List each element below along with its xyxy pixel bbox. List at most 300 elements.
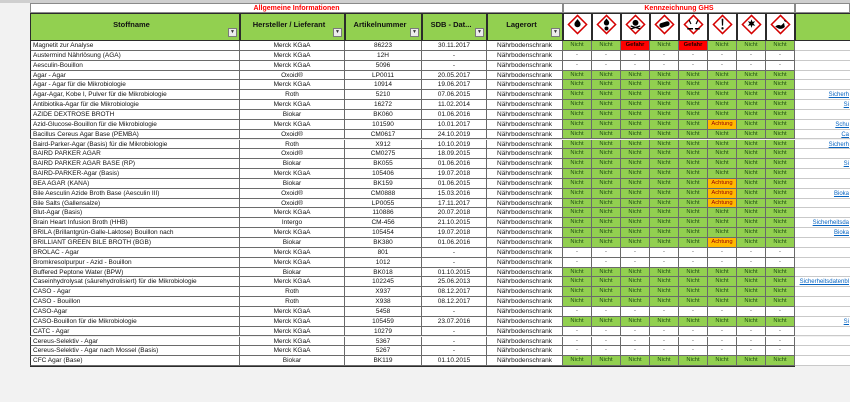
ghs-value-cell[interactable]: Nicht <box>708 287 737 297</box>
ghs-value-cell[interactable]: Nicht <box>592 110 621 120</box>
ghs-value-cell[interactable]: - <box>592 346 621 356</box>
sds-link[interactable]: Bioka <box>833 190 849 197</box>
ghs-value-cell[interactable]: Nicht <box>737 297 766 307</box>
ghs-value-cell[interactable]: - <box>650 248 679 258</box>
stoffname-cell[interactable]: BRILLIANT GREEN BILE BROTH (BGB) <box>30 238 240 248</box>
sds-link-cell[interactable] <box>795 61 850 71</box>
ghs-value-cell[interactable]: Nicht <box>766 41 795 51</box>
sdb-datum-cell[interactable]: 19.07.2018 <box>422 169 487 179</box>
lagerort-cell[interactable]: Nährbodenschrank <box>487 71 563 81</box>
ghs-value-cell[interactable]: - <box>737 327 766 337</box>
ghs-value-cell[interactable]: Nicht <box>766 159 795 169</box>
sdb-datum-cell[interactable]: 10.10.2019 <box>422 140 487 150</box>
ghs-value-cell[interactable]: - <box>563 51 592 61</box>
ghs-value-cell[interactable]: Nicht <box>650 100 679 110</box>
lagerort-cell[interactable]: Nährbodenschrank <box>487 228 563 238</box>
lagerort-cell[interactable]: Nährbodenschrank <box>487 130 563 140</box>
artikelnummer-cell[interactable]: 12H <box>345 51 422 61</box>
ghs-value-cell[interactable]: - <box>766 327 795 337</box>
hersteller-cell[interactable]: Roth <box>240 287 345 297</box>
ghs-value-cell[interactable]: - <box>650 258 679 268</box>
hersteller-cell[interactable]: Merck KGaA <box>240 307 345 317</box>
sds-link[interactable]: Si <box>843 318 849 325</box>
ghs-value-cell[interactable]: - <box>708 337 737 347</box>
ghs-value-cell[interactable]: Nicht <box>708 208 737 218</box>
ghs-value-cell[interactable]: Nicht <box>679 189 708 199</box>
hersteller-cell[interactable]: Merck KGaA <box>240 80 345 90</box>
ghs-value-cell[interactable]: Nicht <box>621 268 650 278</box>
ghs-value-cell[interactable]: Nicht <box>679 238 708 248</box>
ghs-value-cell[interactable]: Nicht <box>737 80 766 90</box>
ghs-value-cell[interactable]: Nicht <box>592 297 621 307</box>
ghs-value-cell[interactable]: Nicht <box>563 130 592 140</box>
ghs-value-cell[interactable]: Nicht <box>621 189 650 199</box>
ghs-value-cell[interactable]: Nicht <box>650 130 679 140</box>
ghs-value-cell[interactable]: Nicht <box>737 287 766 297</box>
ghs-value-cell[interactable]: Nicht <box>708 80 737 90</box>
ghs-value-cell[interactable]: Nicht <box>621 218 650 228</box>
lagerort-cell[interactable]: Nährbodenschrank <box>487 100 563 110</box>
ghs-value-cell[interactable]: Nicht <box>563 189 592 199</box>
ghs-value-cell[interactable]: Nicht <box>563 268 592 278</box>
ghs-value-cell[interactable]: - <box>592 51 621 61</box>
ghs-value-cell[interactable]: - <box>679 61 708 71</box>
ghs-value-cell[interactable]: Nicht <box>679 130 708 140</box>
ghs-value-cell[interactable]: Nicht <box>592 268 621 278</box>
sdb-datum-cell[interactable]: 18.09.2015 <box>422 149 487 159</box>
ghs-value-cell[interactable]: Nicht <box>737 208 766 218</box>
filter-dropdown-button[interactable]: ▼ <box>333 28 342 37</box>
ghs-value-cell[interactable]: Nicht <box>650 110 679 120</box>
ghs-value-cell[interactable]: Nicht <box>592 149 621 159</box>
sds-link-cell[interactable] <box>795 248 850 258</box>
sds-link-cell[interactable] <box>795 159 850 169</box>
ghs-value-cell[interactable]: Nicht <box>766 100 795 110</box>
sds-link[interactable]: Sicherh <box>828 141 849 148</box>
ghs-value-cell[interactable]: Nicht <box>650 149 679 159</box>
artikelnummer-cell[interactable]: 5267 <box>345 346 422 356</box>
lagerort-cell[interactable]: Nährbodenschrank <box>487 199 563 209</box>
ghs-value-cell[interactable]: Nicht <box>737 140 766 150</box>
artikelnummer-cell[interactable]: 105406 <box>345 169 422 179</box>
ghs-value-cell[interactable]: Nicht <box>737 218 766 228</box>
ghs-value-cell[interactable]: - <box>621 346 650 356</box>
lagerort-cell[interactable]: Nährbodenschrank <box>487 277 563 287</box>
stoffname-cell[interactable]: Cereus-Selektiv - Agar <box>30 337 240 347</box>
ghs-value-cell[interactable]: Nicht <box>621 287 650 297</box>
sds-link-cell[interactable] <box>795 258 850 268</box>
ghs-value-cell[interactable]: Nicht <box>766 356 795 366</box>
ghs-value-cell[interactable]: Nicht <box>766 218 795 228</box>
stoffname-cell[interactable]: Bile Aesculin Azide Broth Base (Aesculin III) <box>30 189 240 199</box>
ghs-value-cell[interactable]: - <box>766 337 795 347</box>
ghs-value-cell[interactable]: Nicht <box>708 140 737 150</box>
ghs-value-cell[interactable]: - <box>737 346 766 356</box>
ghs-value-cell[interactable]: Nicht <box>650 169 679 179</box>
ghs-value-cell[interactable]: - <box>766 307 795 317</box>
stoffname-cell[interactable]: Agar - Agar <box>30 71 240 81</box>
ghs-value-cell[interactable]: Nicht <box>737 130 766 140</box>
ghs-value-cell[interactable]: Nicht <box>563 120 592 130</box>
ghs-value-cell[interactable]: Nicht <box>708 268 737 278</box>
artikelnummer-cell[interactable]: 105459 <box>345 317 422 327</box>
sds-link-cell[interactable] <box>795 110 850 120</box>
ghs-column-header-flame[interactable] <box>563 13 592 41</box>
ghs-value-cell[interactable]: Nicht <box>679 179 708 189</box>
artikelnummer-cell[interactable]: CM-456 <box>345 218 422 228</box>
ghs-value-cell[interactable]: Gefahr <box>679 41 708 51</box>
ghs-value-cell[interactable]: Nicht <box>737 71 766 81</box>
ghs-value-cell[interactable]: Nicht <box>679 208 708 218</box>
lagerort-cell[interactable]: Nährbodenschrank <box>487 297 563 307</box>
ghs-value-cell[interactable]: - <box>737 337 766 347</box>
sdb-datum-cell[interactable]: - <box>422 346 487 356</box>
sdb-datum-cell[interactable]: 01.06.2015 <box>422 179 487 189</box>
sds-link-cell[interactable] <box>795 208 850 218</box>
lagerort-cell[interactable]: Nährbodenschrank <box>487 208 563 218</box>
ghs-column-header-environment[interactable] <box>766 13 795 41</box>
ghs-value-cell[interactable]: Achtung <box>708 120 737 130</box>
stoffname-cell[interactable]: BAIRD PARKER AGAR BASE (RP) <box>30 159 240 169</box>
ghs-value-cell[interactable]: Nicht <box>650 287 679 297</box>
hersteller-cell[interactable]: Biokar <box>240 110 345 120</box>
sds-link-cell[interactable] <box>795 189 850 199</box>
hersteller-cell[interactable]: Merck KGaA <box>240 317 345 327</box>
ghs-value-cell[interactable]: - <box>621 248 650 258</box>
ghs-value-cell[interactable]: - <box>679 346 708 356</box>
ghs-value-cell[interactable]: Nicht <box>563 80 592 90</box>
ghs-value-cell[interactable]: - <box>592 61 621 71</box>
artikelnummer-cell[interactable]: 5367 <box>345 337 422 347</box>
ghs-value-cell[interactable]: Nicht <box>650 228 679 238</box>
ghs-value-cell[interactable]: Nicht <box>737 356 766 366</box>
sds-link-cell[interactable] <box>795 71 850 81</box>
ghs-value-cell[interactable]: Nicht <box>737 110 766 120</box>
ghs-value-cell[interactable]: Nicht <box>592 208 621 218</box>
hersteller-cell[interactable]: Roth <box>240 90 345 100</box>
ghs-value-cell[interactable]: Nicht <box>650 80 679 90</box>
lagerort-cell[interactable]: Nährbodenschrank <box>487 317 563 327</box>
ghs-value-cell[interactable]: Nicht <box>737 159 766 169</box>
lagerort-cell[interactable]: Nährbodenschrank <box>487 307 563 317</box>
artikelnummer-cell[interactable]: LP0011 <box>345 71 422 81</box>
sds-link-cell[interactable] <box>795 169 850 179</box>
lagerort-cell[interactable]: Nährbodenschrank <box>487 80 563 90</box>
ghs-value-cell[interactable]: Nicht <box>737 90 766 100</box>
group-header-general[interactable] <box>30 3 563 13</box>
artikelnummer-cell[interactable]: 5458 <box>345 307 422 317</box>
ghs-value-cell[interactable]: - <box>563 248 592 258</box>
ghs-value-cell[interactable]: Nicht <box>621 71 650 81</box>
ghs-value-cell[interactable]: Nicht <box>650 90 679 100</box>
hersteller-cell[interactable]: Oxoid® <box>240 189 345 199</box>
ghs-value-cell[interactable]: Nicht <box>679 287 708 297</box>
hersteller-cell[interactable]: Intergo <box>240 218 345 228</box>
ghs-value-cell[interactable]: Nicht <box>766 110 795 120</box>
artikelnummer-cell[interactable]: 101590 <box>345 120 422 130</box>
ghs-value-cell[interactable]: Nicht <box>621 149 650 159</box>
ghs-value-cell[interactable]: Nicht <box>679 90 708 100</box>
ghs-value-cell[interactable]: Nicht <box>679 149 708 159</box>
ghs-value-cell[interactable]: Nicht <box>650 238 679 248</box>
ghs-value-cell[interactable]: Nicht <box>679 80 708 90</box>
ghs-value-cell[interactable]: Nicht <box>766 80 795 90</box>
ghs-value-cell[interactable]: Nicht <box>592 228 621 238</box>
ghs-value-cell[interactable]: Nicht <box>766 297 795 307</box>
sdb-datum-cell[interactable]: 01.06.2016 <box>422 159 487 169</box>
ghs-value-cell[interactable]: Nicht <box>621 199 650 209</box>
sds-link-cell[interactable] <box>795 277 850 287</box>
ghs-value-cell[interactable]: - <box>708 327 737 337</box>
ghs-value-cell[interactable]: Gefahr <box>621 41 650 51</box>
ghs-value-cell[interactable]: Nicht <box>766 120 795 130</box>
ghs-value-cell[interactable]: Nicht <box>592 218 621 228</box>
sds-link[interactable]: Si <box>843 102 849 109</box>
ghs-value-cell[interactable]: - <box>621 327 650 337</box>
artikelnummer-cell[interactable]: 5210 <box>345 90 422 100</box>
sds-link[interactable]: Si <box>843 161 849 168</box>
lagerort-cell[interactable]: Nährbodenschrank <box>487 337 563 347</box>
ghs-value-cell[interactable]: Nicht <box>650 317 679 327</box>
ghs-value-cell[interactable]: - <box>737 248 766 258</box>
hersteller-cell[interactable]: Oxoid® <box>240 130 345 140</box>
stoffname-cell[interactable]: CFC Agar (Base) <box>30 356 240 366</box>
ghs-value-cell[interactable]: - <box>621 307 650 317</box>
ghs-value-cell[interactable]: - <box>708 248 737 258</box>
ghs-value-cell[interactable]: Nicht <box>679 110 708 120</box>
lagerort-cell[interactable]: Nährbodenschrank <box>487 238 563 248</box>
artikelnummer-cell[interactable]: CM0275 <box>345 149 422 159</box>
ghs-value-cell[interactable]: Nicht <box>708 100 737 110</box>
artikelnummer-cell[interactable]: 105454 <box>345 228 422 238</box>
hersteller-cell[interactable]: Merck KGaA <box>240 61 345 71</box>
ghs-value-cell[interactable]: Nicht <box>621 208 650 218</box>
ghs-value-cell[interactable]: Nicht <box>708 356 737 366</box>
artikelnummer-cell[interactable]: 16272 <box>345 100 422 110</box>
ghs-value-cell[interactable]: Nicht <box>679 228 708 238</box>
stoffname-cell[interactable]: CATC - Agar <box>30 327 240 337</box>
ghs-value-cell[interactable]: Nicht <box>708 317 737 327</box>
sdb-datum-cell[interactable]: 21.10.2015 <box>422 218 487 228</box>
ghs-value-cell[interactable]: Nicht <box>737 169 766 179</box>
ghs-value-cell[interactable]: Nicht <box>708 90 737 100</box>
ghs-value-cell[interactable]: Nicht <box>650 41 679 51</box>
ghs-column-header-gas-cylinder[interactable] <box>650 13 679 41</box>
hersteller-cell[interactable]: Merck KGaA <box>240 248 345 258</box>
ghs-value-cell[interactable]: Nicht <box>650 277 679 287</box>
ghs-value-cell[interactable]: Nicht <box>563 228 592 238</box>
ghs-value-cell[interactable]: - <box>679 307 708 317</box>
hersteller-cell[interactable]: Oxoid® <box>240 199 345 209</box>
ghs-value-cell[interactable]: Nicht <box>592 277 621 287</box>
sdb-datum-cell[interactable]: 08.12.2017 <box>422 297 487 307</box>
ghs-value-cell[interactable]: Nicht <box>679 218 708 228</box>
sds-link-cell[interactable] <box>795 130 850 140</box>
ghs-value-cell[interactable]: - <box>708 51 737 61</box>
ghs-value-cell[interactable]: Nicht <box>708 130 737 140</box>
hersteller-cell[interactable]: Merck KGaA <box>240 51 345 61</box>
ghs-value-cell[interactable]: - <box>737 258 766 268</box>
ghs-value-cell[interactable]: Nicht <box>679 317 708 327</box>
ghs-column-header-exclamation-mark[interactable] <box>708 13 737 41</box>
sds-link-cell[interactable] <box>795 337 850 347</box>
ghs-value-cell[interactable]: - <box>766 61 795 71</box>
sds-link-cell[interactable] <box>795 120 850 130</box>
hersteller-cell[interactable]: Merck KGaA <box>240 228 345 238</box>
ghs-value-cell[interactable]: - <box>563 61 592 71</box>
hersteller-cell[interactable]: Merck KGaA <box>240 327 345 337</box>
ghs-value-cell[interactable]: - <box>592 327 621 337</box>
ghs-value-cell[interactable]: - <box>592 307 621 317</box>
artikelnummer-cell[interactable]: X937 <box>345 287 422 297</box>
sds-link-cell[interactable] <box>795 228 850 238</box>
sds-link-cell[interactable] <box>795 179 850 189</box>
sds-link[interactable]: Sicherh <box>828 92 849 99</box>
ghs-value-cell[interactable]: Nicht <box>563 100 592 110</box>
ghs-value-cell[interactable]: - <box>563 346 592 356</box>
column-header-stoffname[interactable] <box>30 13 240 41</box>
ghs-value-cell[interactable]: Nicht <box>563 356 592 366</box>
hersteller-cell[interactable]: Oxoid® <box>240 149 345 159</box>
hersteller-cell[interactable]: Biokar <box>240 238 345 248</box>
ghs-value-cell[interactable]: Nicht <box>650 71 679 81</box>
stoffname-cell[interactable]: Bacillus Cereus Agar Base (PEMBA) <box>30 130 240 140</box>
ghs-column-header-skull-crossbones[interactable] <box>621 13 650 41</box>
ghs-value-cell[interactable]: - <box>563 327 592 337</box>
sdb-datum-cell[interactable]: 15.03.2016 <box>422 189 487 199</box>
ghs-column-header-flame-over-circle[interactable] <box>592 13 621 41</box>
ghs-value-cell[interactable]: Nicht <box>766 199 795 209</box>
sds-link-cell[interactable] <box>795 346 850 356</box>
lagerort-cell[interactable]: Nährbodenschrank <box>487 41 563 51</box>
sds-link-cell[interactable] <box>795 80 850 90</box>
sds-link-cell[interactable] <box>795 90 850 100</box>
stoffname-cell[interactable]: Blut-Agar (Basis) <box>30 208 240 218</box>
artikelnummer-cell[interactable]: 102245 <box>345 277 422 287</box>
ghs-value-cell[interactable]: Nicht <box>621 228 650 238</box>
stoffname-cell[interactable]: CASO - Bouillon <box>30 297 240 307</box>
ghs-value-cell[interactable]: Nicht <box>563 179 592 189</box>
ghs-value-cell[interactable]: Nicht <box>650 356 679 366</box>
lagerort-cell[interactable]: Nährbodenschrank <box>487 356 563 366</box>
sdb-datum-cell[interactable]: - <box>422 258 487 268</box>
sdb-datum-cell[interactable]: 23.07.2016 <box>422 317 487 327</box>
sdb-datum-cell[interactable]: - <box>422 337 487 347</box>
ghs-value-cell[interactable]: Nicht <box>621 297 650 307</box>
ghs-value-cell[interactable]: - <box>621 51 650 61</box>
ghs-value-cell[interactable]: Nicht <box>563 149 592 159</box>
artikelnummer-cell[interactable]: 10279 <box>345 327 422 337</box>
ghs-value-cell[interactable]: Nicht <box>592 41 621 51</box>
ghs-value-cell[interactable]: - <box>563 307 592 317</box>
ghs-value-cell[interactable]: Nicht <box>766 130 795 140</box>
ghs-value-cell[interactable]: Nicht <box>563 238 592 248</box>
artikelnummer-cell[interactable]: BK018 <box>345 268 422 278</box>
ghs-value-cell[interactable]: Nicht <box>708 228 737 238</box>
column-header-hersteller[interactable] <box>240 13 345 41</box>
ghs-value-cell[interactable]: Nicht <box>563 287 592 297</box>
stoffname-cell[interactable]: Buffered Peptone Water (BPW) <box>30 268 240 278</box>
ghs-value-cell[interactable]: Nicht <box>708 71 737 81</box>
lagerort-cell[interactable]: Nährbodenschrank <box>487 189 563 199</box>
column-header-lagerort[interactable] <box>487 13 563 41</box>
sdb-datum-cell[interactable]: - <box>422 327 487 337</box>
lagerort-cell[interactable]: Nährbodenschrank <box>487 248 563 258</box>
ghs-value-cell[interactable]: - <box>708 61 737 71</box>
hersteller-cell[interactable]: Roth <box>240 297 345 307</box>
artikelnummer-cell[interactable]: BK055 <box>345 159 422 169</box>
sds-link-cell[interactable] <box>795 297 850 307</box>
artikelnummer-cell[interactable]: X938 <box>345 297 422 307</box>
ghs-value-cell[interactable]: - <box>650 346 679 356</box>
stoffname-cell[interactable]: Austermind Nährlösung (AGA) <box>30 51 240 61</box>
ghs-value-cell[interactable]: Nicht <box>766 90 795 100</box>
ghs-value-cell[interactable]: Nicht <box>621 80 650 90</box>
hersteller-cell[interactable]: Merck KGaA <box>240 169 345 179</box>
artikelnummer-cell[interactable]: 86223 <box>345 41 422 51</box>
ghs-value-cell[interactable]: Achtung <box>708 238 737 248</box>
ghs-value-cell[interactable]: Nicht <box>592 179 621 189</box>
lagerort-cell[interactable]: Nährbodenschrank <box>487 327 563 337</box>
ghs-value-cell[interactable]: - <box>737 51 766 61</box>
artikelnummer-cell[interactable]: BK380 <box>345 238 422 248</box>
ghs-value-cell[interactable]: Nicht <box>621 110 650 120</box>
ghs-value-cell[interactable]: Nicht <box>679 169 708 179</box>
ghs-value-cell[interactable]: - <box>679 248 708 258</box>
sds-link[interactable]: Schu <box>835 121 849 128</box>
ghs-value-cell[interactable]: Nicht <box>708 218 737 228</box>
ghs-value-cell[interactable]: Nicht <box>708 169 737 179</box>
lagerort-cell[interactable]: Nährbodenschrank <box>487 140 563 150</box>
sds-link-cell[interactable] <box>795 100 850 110</box>
ghs-value-cell[interactable]: - <box>621 258 650 268</box>
stoffname-cell[interactable]: Aesculin-Bouillon <box>30 61 240 71</box>
ghs-value-cell[interactable]: Nicht <box>737 149 766 159</box>
hersteller-cell[interactable]: Merck KGaA <box>240 258 345 268</box>
sdb-datum-cell[interactable]: 20.07.2018 <box>422 208 487 218</box>
ghs-value-cell[interactable]: Nicht <box>592 80 621 90</box>
artikelnummer-cell[interactable]: CM0617 <box>345 130 422 140</box>
ghs-value-cell[interactable]: Nicht <box>679 159 708 169</box>
ghs-value-cell[interactable]: Nicht <box>650 268 679 278</box>
artikelnummer-cell[interactable]: BK060 <box>345 110 422 120</box>
ghs-value-cell[interactable]: Nicht <box>766 268 795 278</box>
sdb-datum-cell[interactable]: 01.06.2016 <box>422 238 487 248</box>
stoffname-cell[interactable]: Magnetit zur Analyse <box>30 41 240 51</box>
stoffname-cell[interactable]: BAIRD-PARKER-Agar (Basis) <box>30 169 240 179</box>
ghs-value-cell[interactable]: Nicht <box>592 90 621 100</box>
ghs-value-cell[interactable]: Nicht <box>592 120 621 130</box>
ghs-value-cell[interactable]: Nicht <box>592 199 621 209</box>
ghs-value-cell[interactable]: Nicht <box>621 140 650 150</box>
ghs-value-cell[interactable]: - <box>592 337 621 347</box>
ghs-value-cell[interactable]: Nicht <box>766 228 795 238</box>
lagerort-cell[interactable]: Nährbodenschrank <box>487 258 563 268</box>
ghs-value-cell[interactable]: Nicht <box>766 189 795 199</box>
ghs-value-cell[interactable]: Nicht <box>592 71 621 81</box>
ghs-value-cell[interactable]: Nicht <box>592 130 621 140</box>
sdb-datum-cell[interactable]: 19.06.2017 <box>422 80 487 90</box>
filter-dropdown-button[interactable]: ▼ <box>410 28 419 37</box>
ghs-value-cell[interactable]: Nicht <box>592 100 621 110</box>
sdb-datum-cell[interactable]: 20.05.2017 <box>422 71 487 81</box>
ghs-value-cell[interactable]: - <box>766 51 795 61</box>
stoffname-cell[interactable]: CASO - Agar <box>30 287 240 297</box>
hersteller-cell[interactable]: Merck KGaA <box>240 346 345 356</box>
ghs-value-cell[interactable]: Nicht <box>766 317 795 327</box>
sdb-datum-cell[interactable]: 19.07.2018 <box>422 228 487 238</box>
ghs-value-cell[interactable]: Achtung <box>708 179 737 189</box>
